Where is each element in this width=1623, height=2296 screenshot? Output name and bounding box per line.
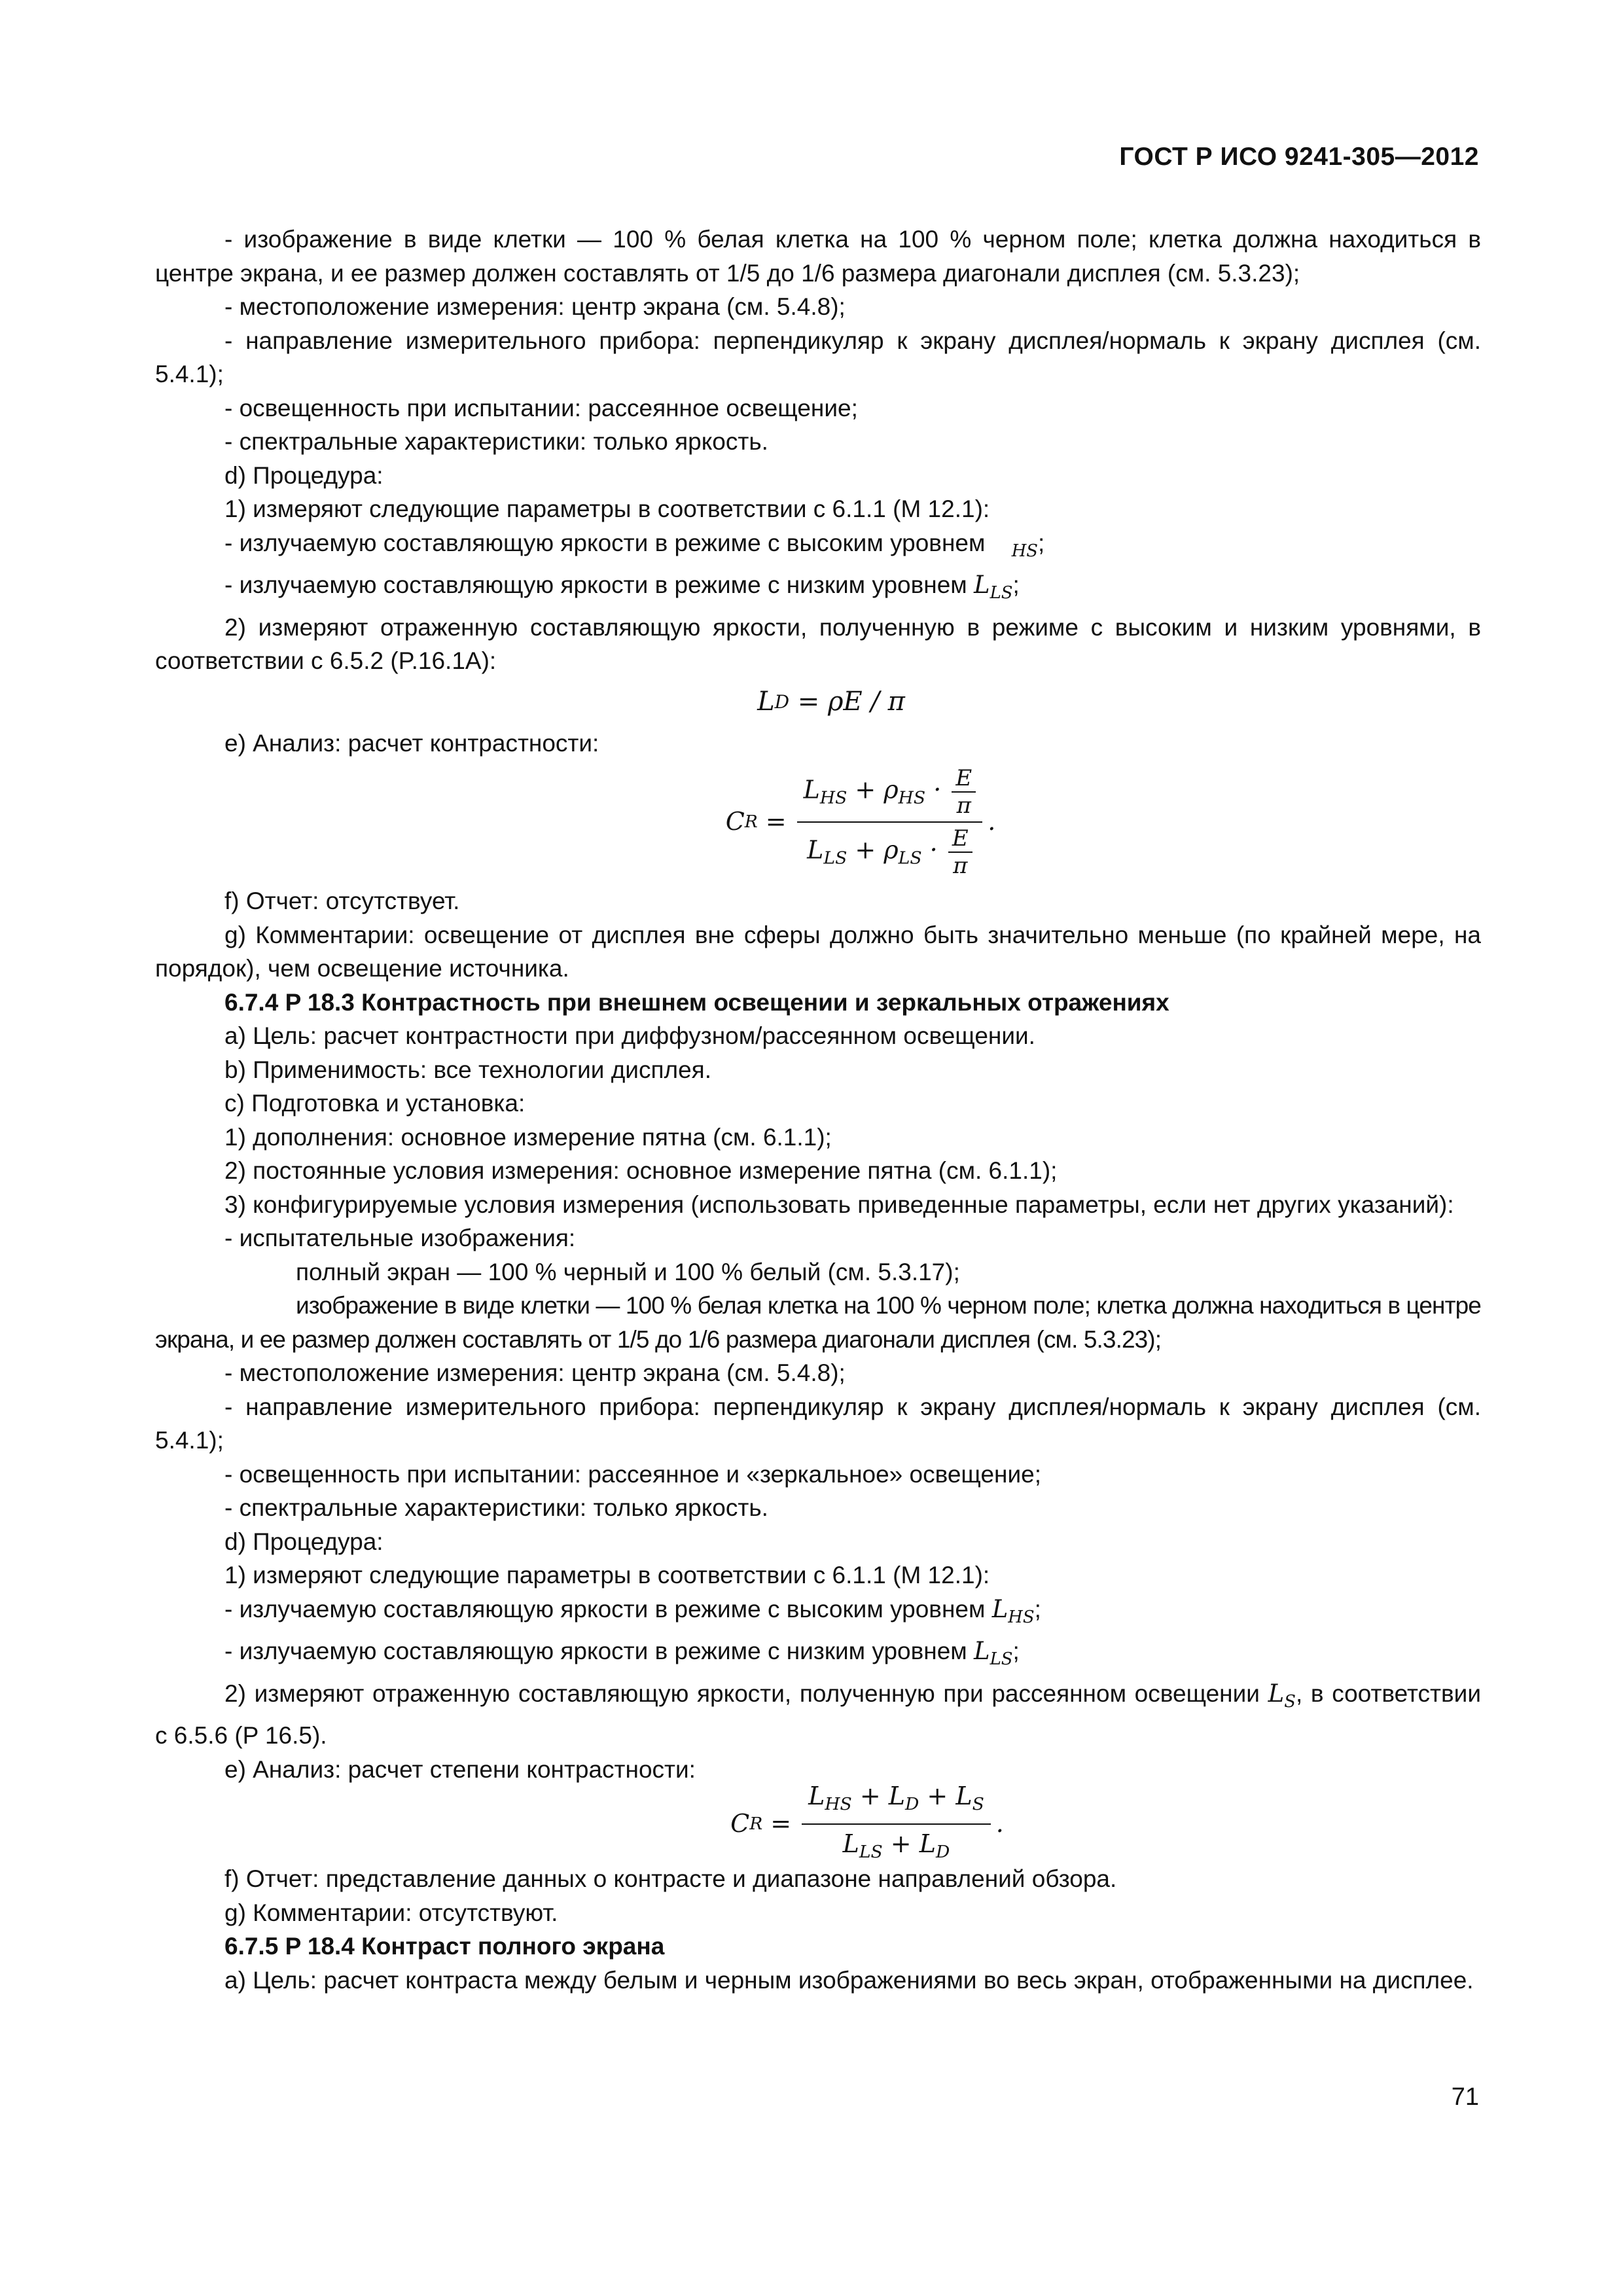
formula-symbol: L: [803, 775, 820, 804]
formula-symbol: E: [948, 825, 972, 853]
item-text: 2) измеряют отраженную составляющую яркости, полученную при рассеянном освещении: [224, 1679, 1260, 1707]
formula-symbol: L: [807, 835, 824, 865]
list-item: 2) измеряют отраженную составляющую яркости, полученную в режиме с высоким и низким уровнями, в соответствии с 6.5.2 (P.16.1A):: [155, 613, 1481, 674]
formula-fraction: [802, 1780, 991, 1869]
list-item: [155, 1592, 1481, 1635]
symbol-subscript: S: [1284, 1691, 1296, 1712]
formula-operator: ·: [933, 775, 942, 804]
formula-cr-diffuse: [155, 760, 1481, 884]
list-item: b) Применимость: все технологии дисплея.: [224, 1056, 711, 1083]
list-item: d) Процедура:: [224, 461, 383, 489]
list-item: - изображение в виде клетки — 100 % белая клетка на 100 % черном поле; клетка должна находиться в центре экрана, и ее размер должен составлять от 1/5 до 1/6 размера диагонали дисплея (см. 5.3.23);: [155, 226, 1481, 287]
formula-symbol: C: [730, 1809, 750, 1839]
formula-fraction: [797, 765, 983, 879]
list-item: f) Отчет: представление данных о контрасте и диапазоне направлений обзора.: [224, 1865, 1117, 1892]
list-item: 1) измеряют следующие параметры в соответствии с 6.1.1 (М 12.1):: [224, 1562, 990, 1588]
formula-subscript: R: [744, 812, 758, 833]
item-text: - излучаемую составляющую яркости в режиме с высоким уровнем: [224, 1595, 986, 1623]
list-item: [155, 1634, 1481, 1677]
formula-equals: =: [770, 1809, 792, 1839]
list-item: c) Подготовка и установка:: [224, 1090, 526, 1117]
item-text: - излучаемую составляющую яркости в режиме с низким уровнем: [224, 571, 967, 598]
list-item: a) Цель: расчет контраста между белым и черным изображениями во весь экран, отображенными на дисплее.: [224, 1966, 1474, 1994]
formula-numerator: [797, 765, 983, 823]
formula-term: + L: [927, 1781, 972, 1810]
formula-ld: [155, 678, 1481, 726]
item-end: ;: [1012, 1638, 1020, 1664]
list-item: [155, 526, 1481, 569]
list-item: g) Комментарии: отсутствуют.: [224, 1899, 558, 1926]
formula-subscript: HS: [898, 787, 926, 808]
formula-rhs: = ρE / π: [797, 686, 905, 717]
formula-operator: +: [855, 835, 876, 865]
list-item: - направление измерительного прибора: перпендикуляр к экрану дисплея/нормаль к экрану дисплея (см. 5.4.1);: [155, 327, 1481, 387]
formula-symbol: L: [757, 686, 775, 717]
formula-operator: ·: [929, 835, 938, 865]
list-item: - местоположение измерения: центр экрана (см. 5.4.8);: [224, 1359, 846, 1386]
list-item: 3) конфигурируемые условия измерения (использовать приведенные параметры, если нет других указаний):: [224, 1191, 1454, 1218]
list-item: изображение в виде клетки — 100 % белая клетка на 100 % черном поле; клетка должна находиться в центре экрана, и ее размер должен составлять от 1/5 до 1/6 размера диагонали дисплея (см. 5.3.23);: [155, 1292, 1481, 1353]
symbol-subscript: LS: [990, 583, 1013, 603]
item-text: - излучаемую составляющую яркости в режиме с высоким уровнем: [224, 529, 986, 556]
section-heading: 6.7.4 P 18.3 Контрастность при внешнем освещении и зеркальных отражениях: [224, 988, 1169, 1016]
formula-symbol: π: [956, 793, 971, 819]
formula-term: + L: [859, 1781, 905, 1810]
list-item: e) Анализ: расчет степени контрастности:: [224, 1755, 696, 1783]
list-item: 1) измеряют следующие параметры в соответствии с 6.1.1 (М 12.1):: [224, 495, 990, 522]
list-item: 2) постоянные условия измерения: основное измерение пятна (см. 6.1.1);: [224, 1157, 1058, 1184]
list-item: 1) дополнения: основное измерение пятна (см. 6.1.1);: [224, 1123, 832, 1151]
formula-symbol: C: [725, 807, 745, 836]
formula-symbol: π: [953, 853, 968, 879]
list-item: - спектральные характеристики: только яркость.: [224, 428, 768, 455]
formula-symbol: E: [952, 765, 976, 793]
formula-subscript: R: [749, 1814, 763, 1835]
list-item: [155, 568, 1481, 611]
formula-subscript: HS: [819, 787, 847, 808]
item-end: ;: [1038, 529, 1045, 556]
formula-small-fraction: [948, 825, 972, 879]
list-item: - местоположение измерения: центр экрана (см. 5.4.8);: [224, 293, 846, 320]
formula-subscript: D: [904, 1793, 919, 1814]
formula-subscript: D: [935, 1842, 950, 1862]
formula-subscript: LS: [898, 848, 922, 869]
document-header: ГОСТ Р ИСО 9241-305—2012: [1119, 143, 1479, 171]
list-item: полный экран — 100 % черный и 100 % белый (см. 5.3.17);: [296, 1258, 960, 1285]
formula-subscript: D: [774, 691, 790, 713]
item-end: ;: [1012, 571, 1020, 598]
list-item: f) Отчет: отсутствует.: [224, 888, 460, 914]
list-item: - спектральные характеристики: только яркость.: [224, 1494, 768, 1521]
formula-symbol: ρ: [883, 835, 899, 865]
list-item: - освещенность при испытании: рассеянное и «зеркальное» освещение;: [224, 1460, 1041, 1488]
item-text: - излучаемую составляющую яркости в режиме с низким уровнем: [224, 1638, 967, 1664]
formula-small-fraction: [952, 765, 976, 819]
page-body: [155, 223, 1481, 1997]
formula-subscript: LS: [859, 1842, 883, 1862]
symbol-subscript: HS: [1011, 541, 1039, 561]
formula-symbol: ρ: [883, 775, 899, 804]
formula-equals: =: [765, 807, 787, 836]
section-heading: 6.7.5 P 18.4 Контраст полного экрана: [224, 1933, 665, 1960]
formula-symbol: L: [808, 1781, 825, 1810]
formula-subscript: LS: [823, 848, 847, 869]
formula-denominator: [800, 823, 979, 879]
list-item: - испытательные изображения:: [224, 1225, 576, 1251]
formula-operator: +: [855, 775, 876, 804]
formula-term: + L: [890, 1829, 936, 1858]
symbol: L: [974, 571, 990, 599]
list-item: a) Цель: расчет контрастности при диффузном/рассеянном освещении.: [224, 1022, 1035, 1049]
symbol-subscript: HS: [1008, 1607, 1035, 1627]
formula-subscript: HS: [825, 1793, 852, 1814]
page-number: 71: [1451, 2083, 1479, 2111]
formula-end: .: [988, 807, 996, 836]
symbol: L: [1268, 1679, 1285, 1708]
list-item: e) Анализ: расчет контрастности:: [224, 729, 599, 757]
formula-cr-specular: [155, 1781, 1481, 1862]
list-item: [155, 1677, 1481, 1753]
symbol: L: [974, 1637, 990, 1665]
item-end: , в соответствии с 6.5.6 (P 16.5).: [155, 1679, 1481, 1749]
list-item: - направление измерительного прибора: перпендикуляр к экрану дисплея/нормаль к экрану дисплея (см. 5.4.1);: [155, 1393, 1481, 1454]
symbol-subscript: LS: [990, 1649, 1013, 1669]
formula-subscript: S: [972, 1793, 984, 1814]
list-item: g) Комментарии: освещение от дисплея вне сферы должно быть значительно меньше (по крайней мере, на порядок), чем освещение источника.: [155, 921, 1481, 982]
formula-symbol: L: [842, 1829, 859, 1858]
formula-numerator: [802, 1780, 991, 1825]
formula-end: .: [995, 1809, 1004, 1839]
list-item: - освещенность при испытании: рассеянное освещение;: [224, 394, 858, 422]
symbol: L: [991, 1594, 1008, 1623]
list-item: d) Процедура:: [224, 1528, 383, 1555]
item-end: ;: [1034, 1595, 1041, 1623]
